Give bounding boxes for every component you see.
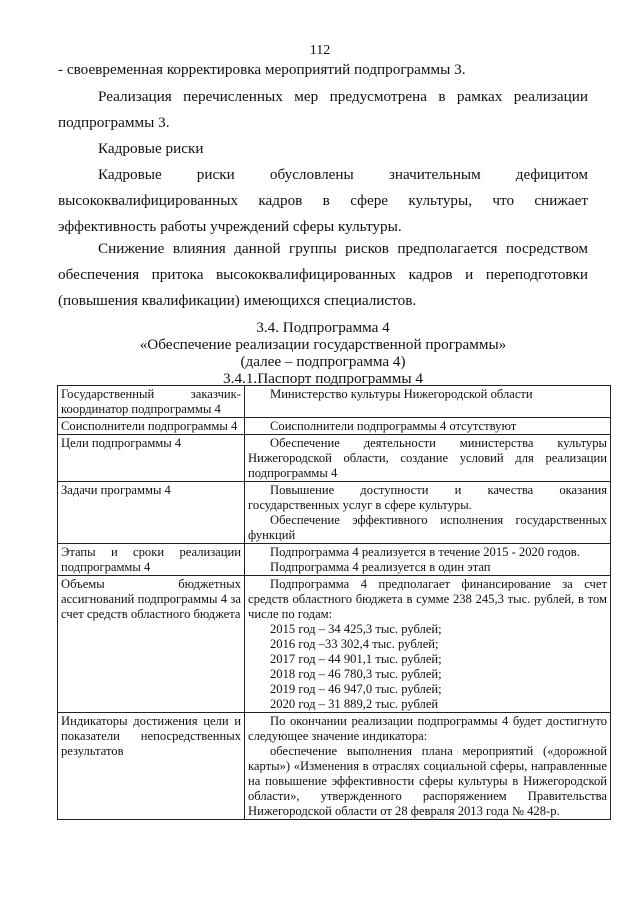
row-label-coexecutors: Соисполнители подпрограммы 4 [58,418,245,435]
value-line: Обеспечение эффективного исполнения государственных функций [248,513,607,542]
table-row [58,713,611,820]
paragraph-bullet: - своевременная корректировка мероприятий подпрограммы 3. [58,61,466,78]
row-label-goals: Цели подпрограммы 4 [58,435,245,482]
budget-year-line: 2018 год – 46 780,3 тыс. рублей; [270,667,442,681]
table-row [58,482,611,544]
table-row [58,418,611,435]
table-row [58,386,611,418]
row-value-budget [245,576,611,713]
value-line: Подпрограмма 4 предполагает финансирование за счет средств областного бюджета в сумме 238 245,3 тыс. рублей, в том числе по годам: [248,577,607,621]
value-line: Обеспечение деятельности министерства культуры Нижегородской области, создание условий для реализации подпрограммы 4 [248,436,607,480]
table-row [58,576,611,713]
passport-title: 3.4.1.Паспорт подпрограммы 4 [223,370,423,387]
row-value-indicators [245,713,611,820]
passport-table [57,385,611,820]
budget-year-line: 2017 год – 44 901,1 тыс. рублей; [270,652,442,666]
table-row [58,544,611,576]
row-label-tasks: Задачи программы 4 [58,482,245,544]
budget-year-line: 2019 год – 46 947,0 тыс. рублей; [270,682,442,696]
value-line: Подпрограмма 4 реализуется в один этап [270,560,491,574]
paragraph-risk-reduction: Снижение влияния данной группы рисков предполагается посредством обеспечения притока высококвалифицированных кадров и переподготовки (повышения квалификации) имеющихся специалистов. [58,240,588,309]
section-subtitle: «Обеспечение реализации государственной программы» [139,336,507,353]
value-line: Подпрограмма 4 реализуется в течение 2015 - 2020 годов. [270,545,580,559]
value-line: Повышение доступности и качества оказания государственных услуг в сфере культуры. [248,483,607,512]
page-number: 112 [309,43,331,58]
row-label-stages: Этапы и сроки реализации подпрограммы 4 [58,544,245,576]
row-label-customer: Государственный заказчик-координатор подпрограммы 4 [58,386,245,418]
row-value-customer [245,386,611,418]
row-label-indicators: Индикаторы достижения цели и показатели непосредственных результатов [58,713,245,820]
budget-year-line: 2015 год – 34 425,3 тыс. рублей; [270,622,442,636]
page-bottom-edge [0,898,640,905]
value-line: По окончании реализации подпрограммы 4 будет достигнуто следующее значение индикатора: [248,714,607,743]
row-value-stages [245,544,611,576]
paragraph-staff-risks: Кадровые риски обусловлены значительным дефицитом высококвалифицированных кадров в сфере культуры, что снижает эффективность работы учреждений сферы культуры. [58,166,588,235]
section-alias: (далее – подпрограмма 4) [240,353,406,370]
row-value-goals [245,435,611,482]
budget-year-line: 2016 год –33 302,4 тыс. рублей; [270,637,439,651]
paragraph-measures: Реализация перечисленных мер предусмотрена в рамках реализации подпрограммы 3. [58,88,588,131]
section-title: 3.4. Подпрограмма 4 [256,319,390,336]
budget-year-line: 2020 год – 31 889,2 тыс. рублей [270,697,439,711]
paragraph-heading-staff-risks: Кадровые риски [98,140,204,157]
row-label-budget: Объемы бюджетных ассигнований подпрограммы 4 за счет средств областного бюджета [58,576,245,713]
row-value-coexecutors [245,418,611,435]
value-line: Соисполнители подпрограммы 4 отсутствуют [270,419,517,433]
value-line: обеспечение выполнения плана мероприятий («дорожной карты») «Изменения в отраслях социальной сферы, направленные на повышение эффективности сферы культуры в Нижегородской области», утвержденного распоряжением Правительства Нижегородской области от 28 февраля 2013 года № 428-р. [248,744,607,818]
table-row [58,435,611,482]
row-value-tasks [245,482,611,544]
value-line: Министерство культуры Нижегородской области [270,387,533,401]
